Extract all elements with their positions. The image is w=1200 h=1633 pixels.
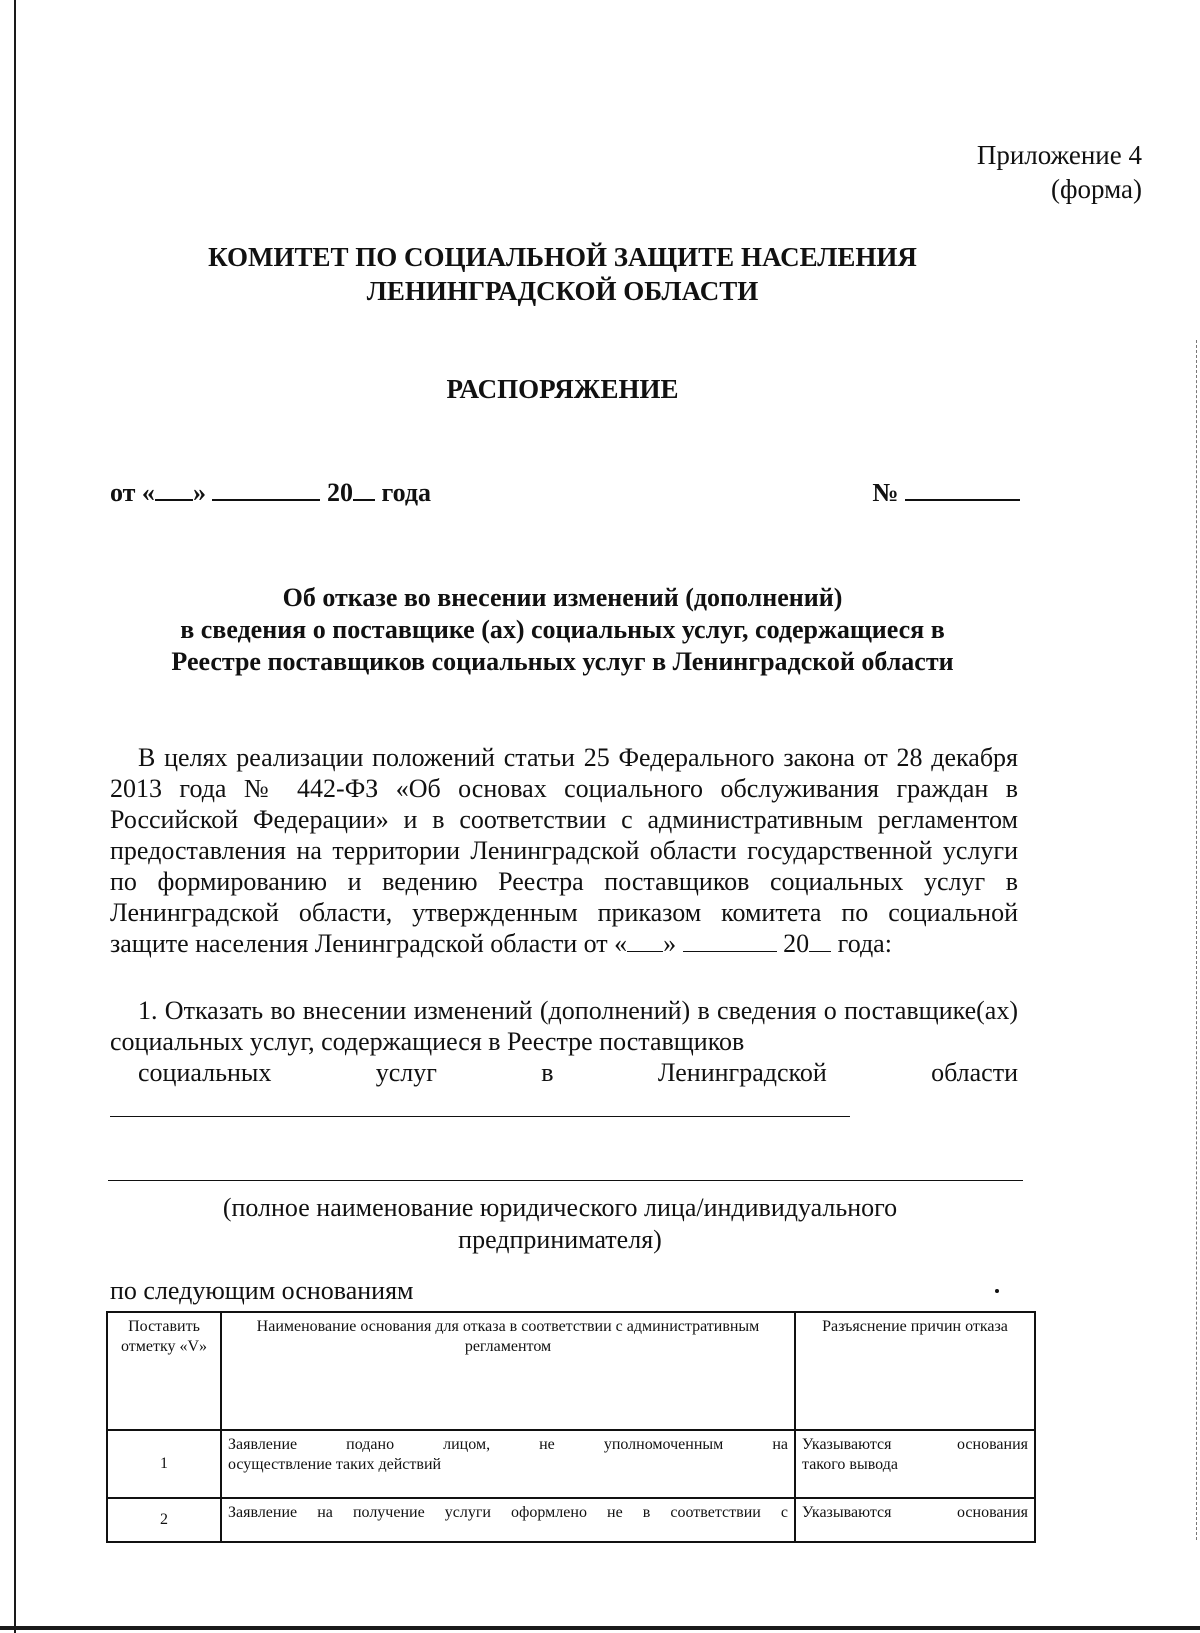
- row-reason: [221, 1430, 795, 1498]
- year-suffix: года: [381, 478, 431, 507]
- organization-name: [0, 240, 1125, 308]
- header-explanation: Разъяснение причин отказа: [795, 1312, 1035, 1430]
- subject-line-2: в сведения о поставщике (ах) социальных услуг, содержащиеся в: [180, 615, 945, 644]
- row-reason-line: Заявление на получение услуги оформлено не в соответствии с: [228, 1504, 788, 1521]
- subject-line-3: Реестре поставщиков социальных услуг в Ленинградской области: [171, 647, 954, 676]
- caption-line-1: (полное наименование юридического лица/индивидуального: [222, 1193, 898, 1222]
- row-explanation-line: такого вывода: [802, 1456, 898, 1473]
- provider-name-caption: [0, 1192, 1120, 1256]
- date-field: [110, 478, 431, 508]
- number-label: №: [872, 478, 899, 507]
- appendix-number: Приложение 4: [976, 140, 1142, 170]
- date-mid: »: [192, 478, 206, 507]
- order-month-blank[interactable]: [683, 933, 777, 952]
- caption-line-2: предпринимателя): [458, 1225, 662, 1254]
- appendix-form-note: (форма): [1051, 174, 1142, 204]
- scan-edge-right: [1196, 340, 1198, 1540]
- document-type: РАСПОРЯЖЕНИЕ: [446, 374, 679, 404]
- decision-text: 1. Отказать во внесении изменений (дополнений) в сведения о поставщике(ах) социальных услуг, содержащиеся в Реестре поставщиков: [110, 996, 1018, 1056]
- provider-name-blank-1[interactable]: [110, 1116, 850, 1117]
- number-field: [872, 478, 1020, 508]
- preamble-year-prefix: 20: [783, 929, 810, 958]
- year-blank[interactable]: [353, 479, 375, 501]
- document-subject: [0, 582, 1125, 678]
- date-prefix: от «: [110, 478, 155, 507]
- date-number-line: [110, 478, 1020, 514]
- row-explanation-line: Указываются основания: [802, 1436, 1028, 1453]
- year-prefix: 20: [326, 478, 353, 507]
- stray-dot: [995, 1289, 999, 1293]
- decision-paragraph: [110, 995, 1018, 1088]
- month-blank[interactable]: [212, 479, 320, 501]
- grounds-label: по следующим основаниям: [110, 1276, 414, 1305]
- scan-edge-bottom: [0, 1626, 1200, 1630]
- table-header-row: [107, 1312, 1035, 1430]
- row-mark-cell[interactable]: 1: [107, 1430, 221, 1498]
- order-year-blank[interactable]: [809, 933, 831, 952]
- row-explanation-line: Указываются основания: [802, 1504, 1028, 1521]
- number-blank[interactable]: [905, 479, 1020, 501]
- provider-name-blank-2[interactable]: [108, 1180, 1023, 1181]
- row-reason-line: Заявление подано лицом, не уполномоченным на: [228, 1436, 788, 1453]
- table-row: [107, 1430, 1035, 1498]
- row-mark-cell[interactable]: 2: [107, 1498, 221, 1542]
- appendix-label: [977, 138, 1142, 206]
- day-blank[interactable]: [155, 479, 193, 501]
- subject-line-1: Об отказе во внесении изменений (дополнений): [282, 583, 843, 612]
- row-reason: [221, 1498, 795, 1542]
- preamble-text: В целях реализации положений статьи 25 Федерального закона от 28 декабря 2013 года № 442-ФЗ «Об основах социального обслуживания граждан в Российской Федерации» и в соответствии с административным регламентом предоставления на территории Ленинградской области государственной услуги по формированию и ведению Реестра поставщиков социальных услуг в Ленинградской области, утвержденным приказом комитета по социальной защите населения Ленинградской области от «: [110, 743, 1018, 958]
- organization-line-1: КОМИТЕТ ПО СОЦИАЛЬНОЙ ЗАЩИТЕ НАСЕЛЕНИЯ: [208, 242, 917, 272]
- header-mark: Поставить отметку «V»: [107, 1312, 221, 1430]
- decision-last-line: социальных услуг в Ленинградской области: [138, 1058, 1018, 1087]
- row-reason-line: осуществление таких действий: [228, 1456, 442, 1473]
- preamble-paragraph: [110, 742, 1018, 959]
- table-row: [107, 1498, 1035, 1542]
- row-explanation: [795, 1430, 1035, 1498]
- refusal-reasons-table: [106, 1311, 1036, 1543]
- preamble-mid: »: [663, 929, 677, 958]
- organization-line-2: ЛЕНИНГРАДСКОЙ ОБЛАСТИ: [366, 276, 759, 306]
- row-explanation: [795, 1498, 1035, 1542]
- header-reason: Наименование основания для отказа в соответствии с административным регламентом: [221, 1312, 795, 1430]
- preamble-year-suffix: года:: [837, 929, 892, 958]
- order-day-blank[interactable]: [627, 933, 663, 952]
